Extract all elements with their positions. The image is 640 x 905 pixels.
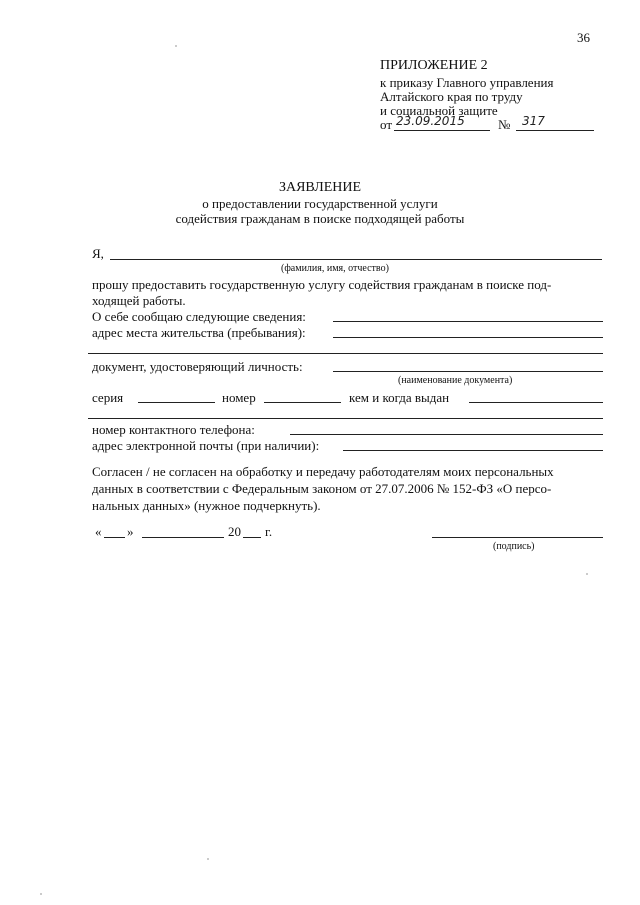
document-field-line[interactable] bbox=[333, 371, 603, 372]
series-label: серия bbox=[92, 390, 124, 405]
signature-caption: (подпись) bbox=[493, 541, 535, 552]
appendix-number-handwritten: 317 bbox=[522, 114, 545, 128]
phone-label: номер контактного телефона: bbox=[92, 422, 255, 437]
document-caption: (наименование документа) bbox=[398, 375, 513, 386]
appendix-title: ПРИЛОЖЕНИЕ 2 bbox=[380, 58, 488, 73]
info-intro-label: О себе сообщаю следующие сведения: bbox=[92, 309, 306, 324]
address-continuation-line[interactable] bbox=[88, 353, 603, 354]
phone-field-line[interactable] bbox=[290, 434, 603, 435]
ya-label: Я, bbox=[92, 246, 104, 261]
appendix-number-sign: № bbox=[498, 117, 511, 132]
date-year-suffix: г. bbox=[265, 524, 273, 539]
issued-field-line[interactable] bbox=[469, 402, 603, 403]
fio-field-line[interactable] bbox=[110, 259, 602, 260]
document-subtitle-2: содействия гражданам в поиске подходящей работы bbox=[175, 211, 465, 226]
request-line-1: прошу предоставить государственную услугу содействия гражданам в поиске под- bbox=[92, 277, 552, 292]
appendix-date-underline bbox=[394, 130, 490, 131]
appendix-line-1: к приказу Главного управления bbox=[380, 75, 554, 90]
date-year-line[interactable] bbox=[243, 537, 261, 538]
date-month-line[interactable] bbox=[142, 537, 224, 538]
issued-continuation-line[interactable] bbox=[88, 418, 603, 419]
number-label: номер bbox=[222, 390, 256, 405]
signature-line[interactable] bbox=[432, 537, 603, 538]
document-label: документ, удостоверяющий личность: bbox=[92, 359, 303, 374]
scan-speck bbox=[175, 45, 177, 47]
consent-line-1: Согласен / не согласен на обработку и передачу работодателям моих персональных bbox=[92, 464, 554, 479]
consent-line-2: данных в соответствии с Федеральным законом от 27.07.2006 № 152-ФЗ «О персо- bbox=[92, 481, 552, 496]
scan-speck bbox=[586, 573, 588, 575]
date-day-line[interactable] bbox=[104, 537, 125, 538]
address-label: адрес места жительства (пребывания): bbox=[92, 325, 306, 340]
address-field-line[interactable] bbox=[333, 337, 603, 338]
request-line-2: ходящей работы. bbox=[92, 293, 186, 308]
date-open-quote: « bbox=[95, 524, 102, 539]
appendix-number-underline bbox=[516, 130, 594, 131]
date-year-prefix: 20 bbox=[228, 524, 241, 539]
document-subtitle-1: о предоставлении государственной услуги bbox=[202, 196, 438, 211]
issued-label: кем и когда выдан bbox=[349, 390, 450, 405]
fio-caption: (фамилия, имя, отчество) bbox=[281, 263, 389, 274]
date-close-quote: » bbox=[127, 524, 134, 539]
scan-speck bbox=[40, 893, 42, 895]
appendix-line-2: Алтайского края по труду bbox=[380, 89, 523, 104]
page-number: 36 bbox=[577, 30, 590, 45]
appendix-date-prefix: от bbox=[380, 117, 393, 132]
consent-line-3: нальных данных» (нужное подчеркнуть). bbox=[92, 498, 321, 513]
series-field-line[interactable] bbox=[138, 402, 215, 403]
scan-speck bbox=[207, 858, 209, 860]
number-field-line[interactable] bbox=[264, 402, 341, 403]
appendix-line-3: и социальной защите bbox=[380, 103, 498, 118]
info-intro-line[interactable] bbox=[333, 321, 603, 322]
document-title: ЗАЯВЛЕНИЕ bbox=[278, 180, 362, 195]
appendix-date-handwritten: 23.09.2015 bbox=[396, 114, 465, 128]
email-label: адрес электронной почты (при наличии): bbox=[92, 438, 320, 453]
email-field-line[interactable] bbox=[343, 450, 603, 451]
